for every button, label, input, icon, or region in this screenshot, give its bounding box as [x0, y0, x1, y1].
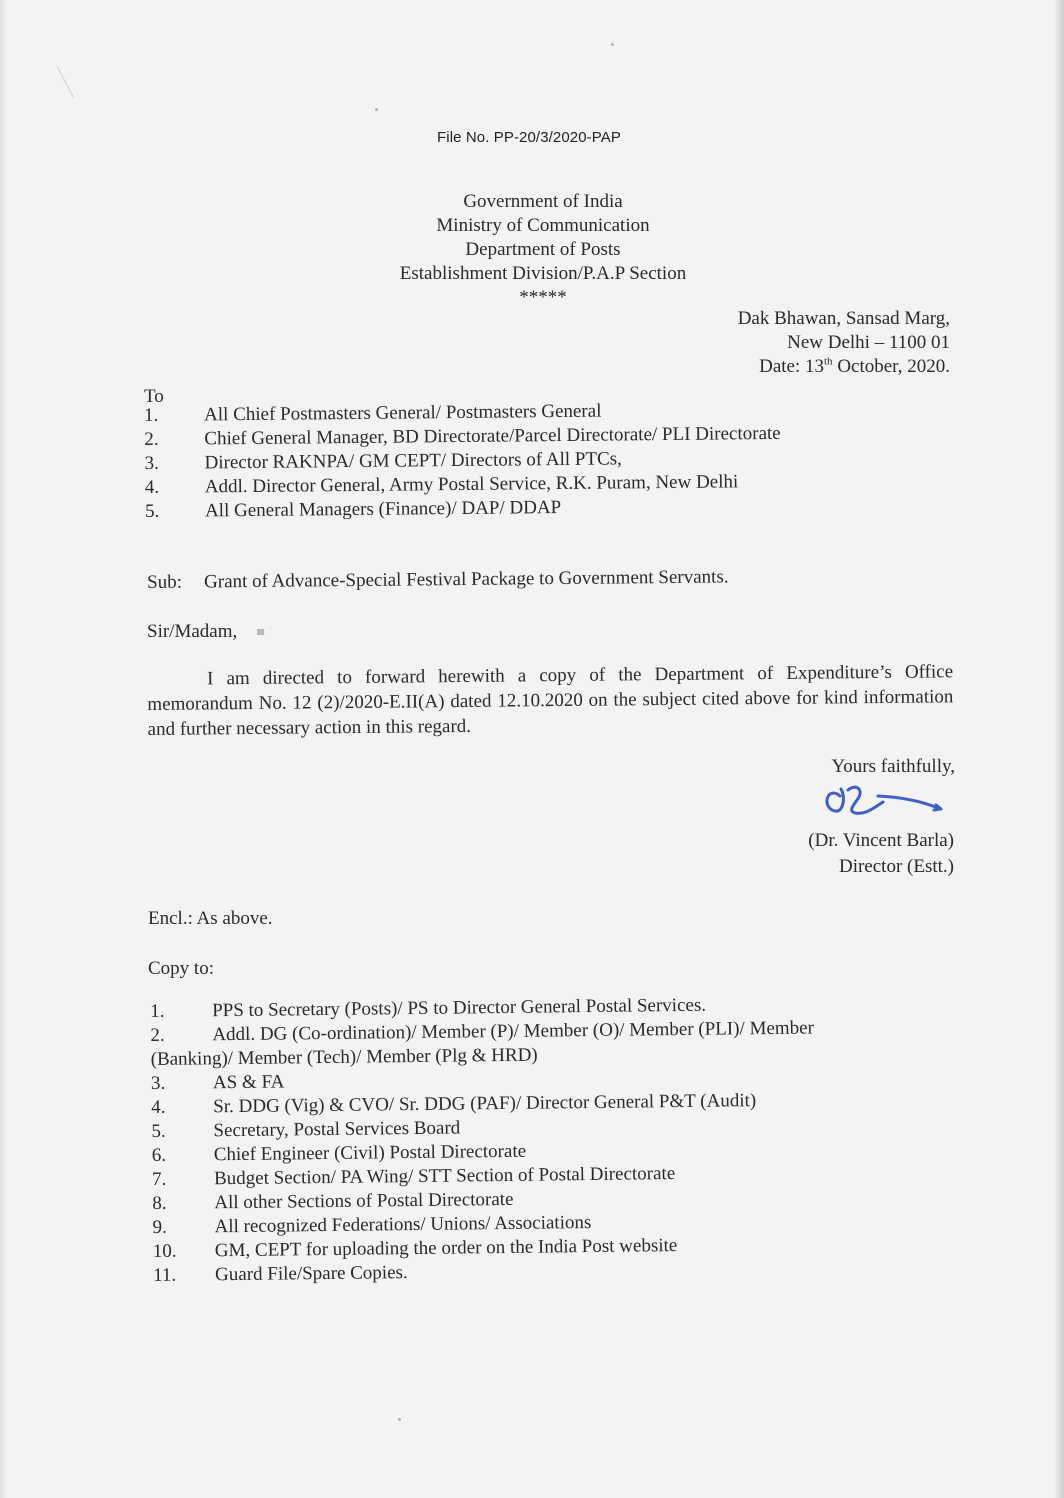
copy-text: All recognized Federations/ Unions/ Associations: [214, 1212, 592, 1238]
date-prefix: Date: 13: [759, 356, 824, 377]
address-line-1: Dak Bhawan, Sansad Marg,: [737, 308, 950, 329]
copy-number: 9.: [152, 1216, 167, 1238]
copy-text: Guard File/Spare Copies.: [215, 1262, 408, 1286]
paragraph-indent: [147, 684, 207, 685]
to-label: To: [144, 386, 164, 407]
body-paragraph-text: I am directed to forward herewith a copy of the Department of Expenditure’s Office memorandum No. 12 (2)/2020-E.II(A) dated 12.10.2020 on the subject cited above for kind information and further necessary action in this regard.: [147, 661, 954, 740]
signatory-block: [808, 828, 954, 880]
copy-text: Secretary, Postal Services Board: [213, 1117, 461, 1142]
department-line: Department of Posts: [465, 239, 621, 260]
recipient-list: [144, 397, 905, 524]
scan-shadow-left: [0, 0, 8, 1498]
copy-to-label: Copy to:: [148, 958, 214, 979]
division-line: Establishment Division/P.A.P Section: [399, 263, 687, 284]
recipient-number: 2.: [144, 428, 159, 450]
subject-line: [147, 566, 817, 595]
copy-text-continuation: (Banking)/ Member (Tech)/ Member (Plg & HRD): [150, 1044, 538, 1070]
paper-speck: [611, 43, 614, 46]
copy-text: GM, CEPT for uploading the order on the India Post website: [214, 1235, 678, 1262]
recipient-text: Addl. Director General, Army Postal Service, R.K. Puram, New Delhi: [204, 471, 739, 498]
copy-number: 7.: [151, 1168, 167, 1190]
recipient-text: Chief General Manager, BD Directorate/Parcel Directorate/ PLI Directorate: [204, 422, 781, 450]
copy-text-multiline: [150, 1015, 910, 1071]
copy-number: 2.: [150, 1024, 165, 1046]
enclosure-line: Encl.: As above.: [148, 908, 273, 929]
copy-number: 3.: [150, 1072, 166, 1094]
copy-text: Sr. DDG (Vig) & CVO/ Sr. DDG (PAF)/ Director General P&T (Audit): [213, 1090, 757, 1118]
copy-number: 4.: [151, 1096, 166, 1118]
signatory-title: Director (Estt.): [838, 856, 954, 877]
date-line: [738, 355, 950, 379]
copy-text: Budget Section/ PA Wing/ STT Section of Postal Directorate: [213, 1163, 676, 1190]
paper-speck: [398, 1418, 401, 1421]
address-line-2: New Delhi – 1100 01: [787, 332, 950, 353]
date-rest: October, 2020.: [832, 356, 950, 377]
copy-number: 10.: [152, 1240, 177, 1262]
body-paragraph: [147, 659, 954, 742]
ministry-line: Ministry of Communication: [436, 215, 650, 236]
paper-speck: [375, 108, 378, 111]
address-block: [738, 307, 950, 379]
recipient-text: All Chief Postmasters General/ Postmasters General: [204, 400, 602, 426]
date-superscript: th: [824, 355, 833, 368]
copy-text: PPS to Secretary (Posts)/ PS to Director General Postal Services.: [212, 994, 707, 1022]
signatory-name: (Dr. Vincent Barla): [808, 830, 954, 851]
subject-text: Grant of Advance-Special Festival Package to Government Servants.: [203, 566, 729, 593]
scan-smudge: ▄ ·: [257, 624, 273, 635]
recipient-text: Director RAKNPA/ GM CEPT/ Directors of All PTCs,: [204, 448, 622, 474]
letterhead: [338, 190, 748, 310]
recipient-number: 3.: [144, 452, 159, 474]
copy-text: AS & FA: [212, 1071, 285, 1094]
copy-number: 5.: [151, 1120, 166, 1142]
copy-number: 1.: [150, 1000, 165, 1022]
recipient-number: 1.: [144, 404, 159, 426]
copy-text: Chief Engineer (Civil) Postal Directorate: [213, 1140, 527, 1166]
copy-text-first-line: Addl. DG (Co-ordination)/ Member (P)/ Member (O)/ Member (PLI)/ Member: [212, 1017, 815, 1046]
list-item: [150, 1015, 910, 1072]
copy-number: 8.: [152, 1192, 167, 1214]
copy-text: All other Sections of Postal Directorate: [214, 1188, 514, 1214]
copy-to-list: [150, 991, 913, 1288]
recipient-number: 5.: [144, 500, 160, 522]
copy-number: 6.: [151, 1144, 167, 1166]
paper-mark: [57, 58, 91, 99]
copy-number: 11.: [153, 1264, 177, 1286]
salutation: Sir/Madam,: [147, 621, 238, 642]
recipient-number: 4.: [144, 476, 160, 498]
separator-stars: *****: [519, 287, 567, 308]
file-number: File No. PP-20/3/2020-PAP: [437, 129, 621, 146]
subject-label: Sub:: [147, 571, 183, 593]
scan-shadow-right: [1054, 0, 1064, 1498]
recipient-text: All General Managers (Finance)/ DAP/ DDAP: [204, 497, 562, 522]
yours-faithfully: Yours faithfully,: [831, 756, 955, 777]
government-line: Government of India: [463, 191, 623, 212]
